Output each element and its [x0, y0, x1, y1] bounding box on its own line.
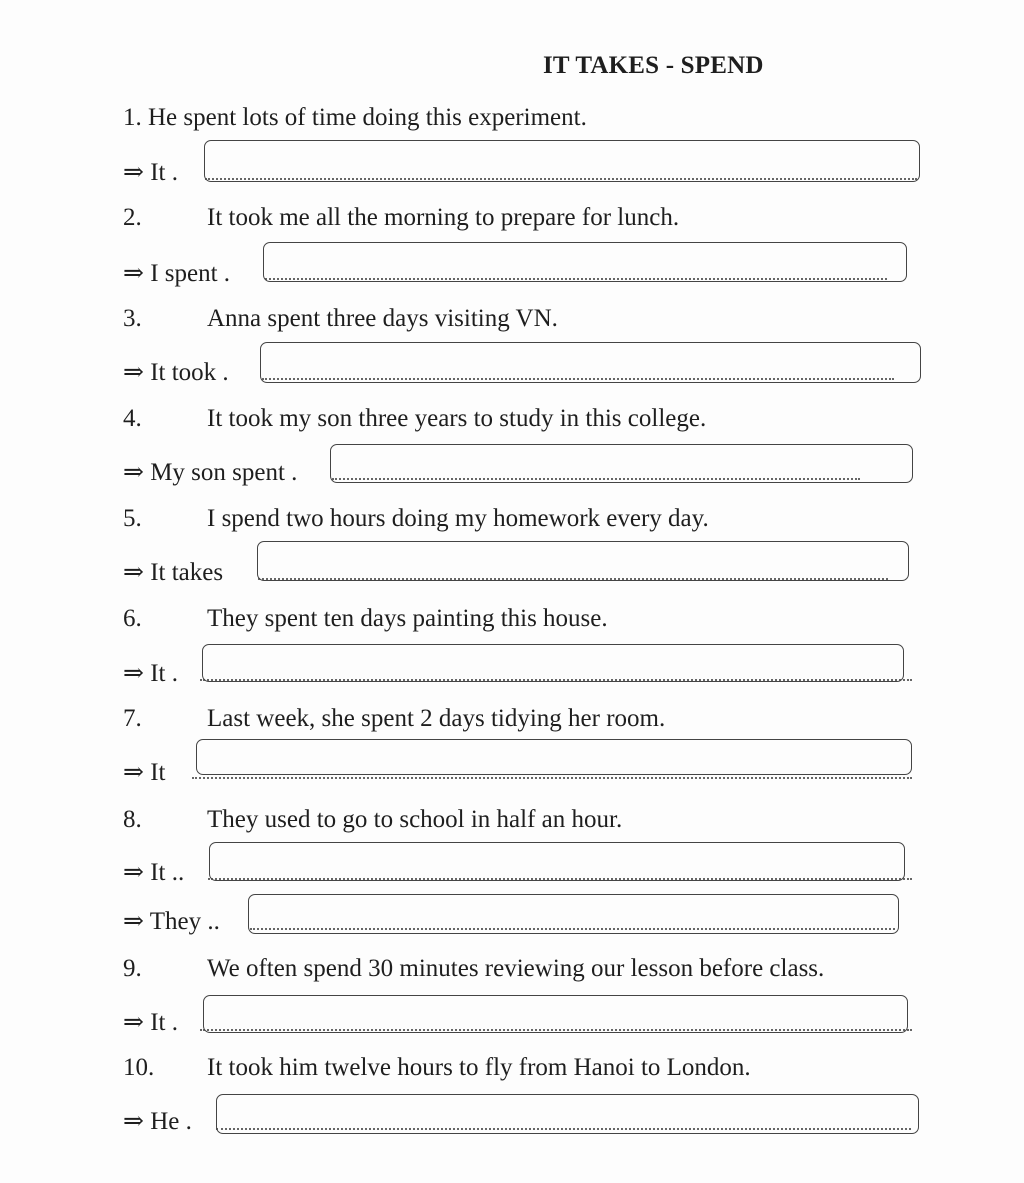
question-sentence: I spend two hours doing my homework every day.: [207, 505, 709, 532]
answer-input-2[interactable]: [263, 242, 907, 282]
question-number: 2.: [123, 204, 142, 231]
answer-input-9[interactable]: [203, 995, 908, 1033]
question-1: [123, 104, 587, 132]
question-number: 8.: [123, 806, 142, 833]
question-sentence: They spent ten days painting this house.: [207, 605, 608, 632]
answer-input-4[interactable]: [330, 444, 913, 483]
answer-prompt: ⇒ It takes: [123, 559, 224, 586]
answer-prompt: ⇒ It: [123, 759, 166, 786]
answer-prompt: ⇒ I spent .: [123, 260, 231, 287]
question-9: [123, 955, 824, 983]
answer-prompt: ⇒ They ..: [123, 908, 220, 935]
answer-input-3[interactable]: [260, 342, 921, 383]
answer-prompt: ⇒ It .: [123, 1009, 178, 1036]
answer-input-1[interactable]: [204, 140, 920, 182]
answer-prompt: ⇒ He .: [123, 1108, 192, 1135]
question-3: [123, 305, 558, 333]
question-sentence: Anna spent three days visiting VN.: [207, 305, 558, 332]
question-sentence: It took my son three years to study in this college.: [207, 405, 707, 432]
question-2: [123, 204, 679, 232]
question-sentence: He spent lots of time doing this experiment.: [148, 104, 587, 131]
question-8: [123, 806, 622, 834]
question-sentence: It took me all the morning to prepare for lunch.: [207, 204, 680, 231]
question-number: 5.: [123, 505, 142, 532]
question-number: 9.: [123, 955, 142, 982]
answer-input-5[interactable]: [257, 541, 909, 581]
question-number: 10.: [123, 1054, 155, 1081]
dotted-line: [192, 777, 912, 779]
answer-prompt: ⇒ It ..: [123, 859, 185, 886]
question-10: [123, 1054, 751, 1082]
question-sentence: Last week, she spent 2 days tidying her room.: [207, 705, 666, 732]
question-sentence: We often spend 30 minutes reviewing our lesson before class.: [207, 955, 825, 982]
answer-input-8b[interactable]: [248, 894, 899, 934]
question-sentence: They used to go to school in half an hour.: [207, 806, 623, 833]
question-number: 4.: [123, 405, 142, 432]
question-5: [123, 505, 709, 533]
answer-input-8a[interactable]: [209, 842, 905, 881]
answer-prompt: ⇒ My son spent .: [123, 459, 298, 486]
question-sentence: It took him twelve hours to fly from Hanoi to London.: [207, 1054, 751, 1081]
question-4: [123, 405, 706, 433]
answer-input-6[interactable]: [202, 644, 904, 682]
question-number: 3.: [123, 305, 142, 332]
question-number: 6.: [123, 605, 142, 632]
question-7: [123, 705, 665, 733]
page-title: IT TAKES - SPEND: [543, 52, 764, 79]
answer-prompt: ⇒ It .: [123, 660, 178, 687]
question-6: [123, 605, 608, 633]
answer-input-10[interactable]: [216, 1094, 919, 1134]
answer-input-7[interactable]: [196, 739, 912, 775]
answer-prompt: ⇒ It took .: [123, 359, 229, 386]
question-number: 1.: [123, 104, 142, 131]
question-number: 7.: [123, 705, 142, 732]
answer-prompt: ⇒ It .: [123, 159, 178, 186]
